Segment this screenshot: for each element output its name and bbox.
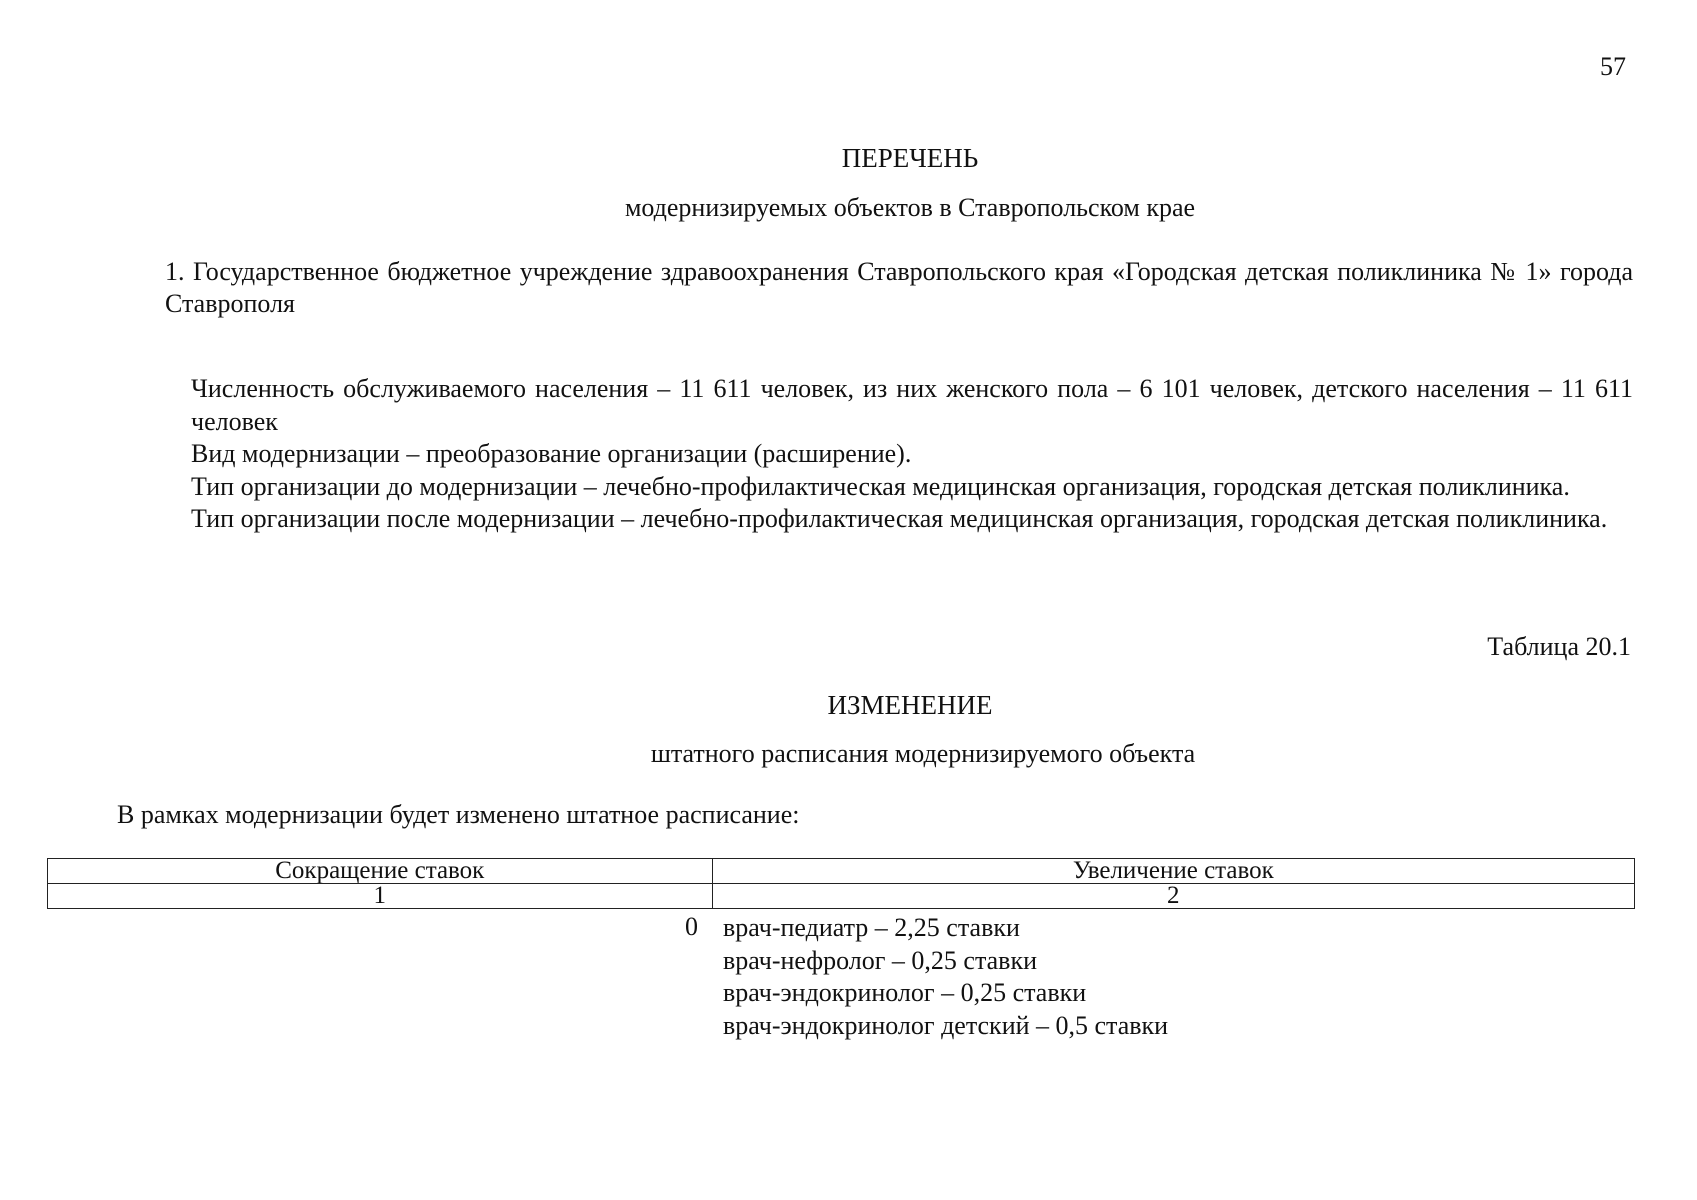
- change-title: ИЗМЕНЕНИЕ: [827, 690, 993, 720]
- header-increase: Увеличение ставок: [712, 859, 1634, 884]
- document-subtitle: модернизируемых объектов в Ставропольском крае: [624, 193, 1196, 222]
- type-before-text: Тип организации до модернизации – лечебно-профилактическая медицинская организация, городская детская поликлиника.: [191, 471, 1570, 501]
- organization-title: 1. Государственное бюджетное учреждение здравоохранения Ставропольского края «Городская детская поликлиника № 1» города Ставрополя: [165, 257, 1633, 318]
- list-item: врач-эндокринолог – 0,25 ставки: [723, 978, 1087, 1007]
- reduction-value: 0: [685, 912, 698, 941]
- type-after-text: Тип организации после модернизации – лечебно-профилактическая медицинская организация, городская детская поликлиника.: [191, 504, 1608, 533]
- staff-table: [47, 858, 1635, 909]
- list-item: врач-нефролог – 0,25 ставки: [723, 945, 1038, 975]
- document-title: ПЕРЕЧЕНЬ: [841, 143, 979, 173]
- column-number-2: 2: [712, 884, 1634, 909]
- table-number-row: [48, 884, 1635, 909]
- increase-list: [723, 912, 1168, 1042]
- list-item: врач-эндокринолог детский – 0,5 ставки: [723, 1010, 1169, 1040]
- intro-text: В рамках модернизации будет изменено штатное расписание:: [117, 800, 800, 829]
- header-reduction: Сокращение ставок: [48, 859, 713, 884]
- population-text: Численность обслуживаемого населения – 11 611 человек, из них женского пола – 6 101 человек, детского населения – 11 611 человек: [191, 374, 1633, 436]
- table-label: Таблица 20.1: [1487, 632, 1631, 661]
- column-number-1: 1: [48, 884, 713, 909]
- change-subtitle: штатного расписания модернизируемого объекта: [650, 739, 1196, 768]
- modernization-type-text: Вид модернизации – преобразование организации (расширение).: [191, 439, 912, 468]
- list-item: врач-педиатр – 2,25 ставки: [723, 913, 1020, 942]
- table-header-row: [48, 859, 1635, 884]
- page-number: 57: [1600, 52, 1626, 81]
- organization-info: [191, 373, 1633, 536]
